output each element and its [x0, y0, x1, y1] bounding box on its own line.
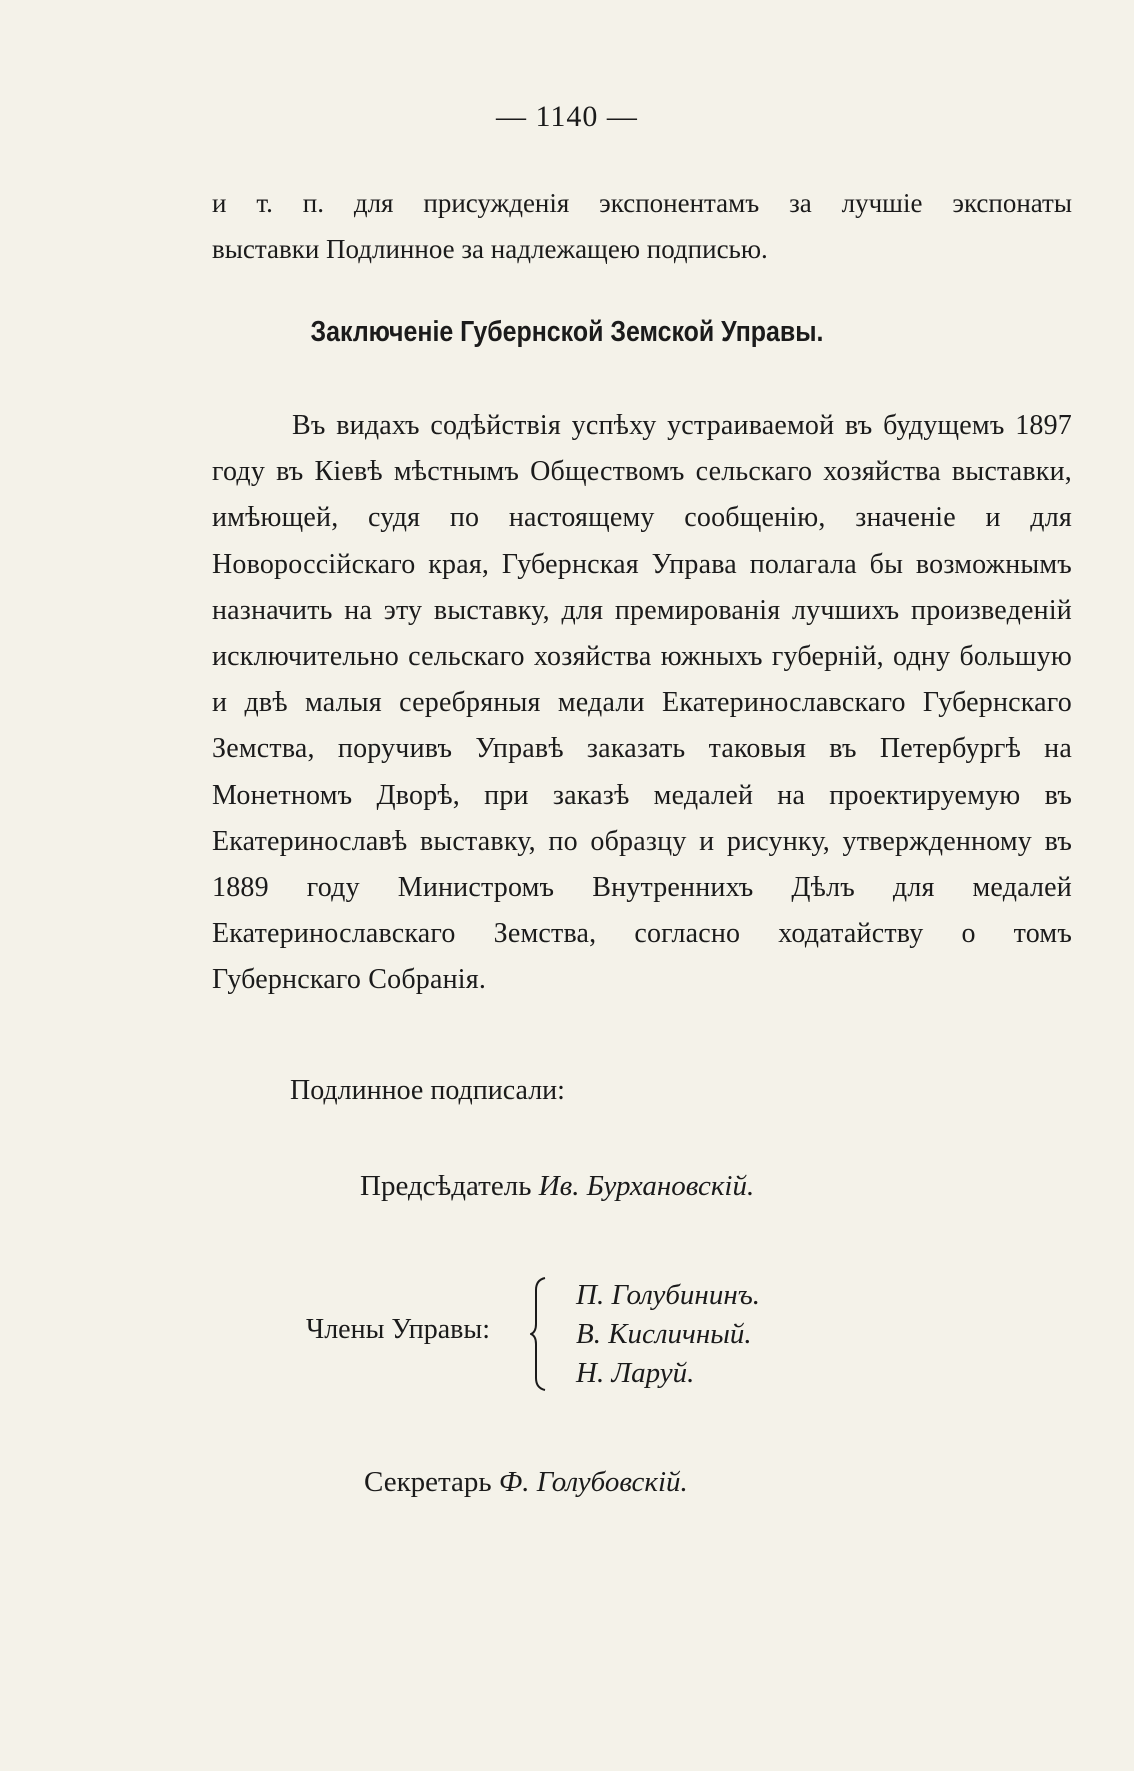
signed-by-label: Подлинное подписали: [290, 1075, 565, 1106]
chairman-name: Ив. Бурхановскій. [538, 1170, 755, 1202]
curly-brace-icon [530, 1276, 548, 1392]
page-number: — 1140 — [496, 100, 638, 133]
members-list [576, 1276, 760, 1393]
chairman-title: Предсѣдатель [360, 1170, 532, 1202]
member-name: В. Кисличный. [576, 1318, 752, 1350]
member-name: П. Голубининъ. [576, 1279, 761, 1311]
continuation-line-2: выставки Подлинное за надлежащею подписью. [212, 234, 768, 264]
secretary-title: Секретарь [364, 1466, 492, 1498]
continuation-line-1: и т. п. для присужденія экспонентамъ за лучшіе экспонаты [212, 188, 1072, 218]
secretary-signature [364, 1466, 688, 1499]
section-heading: Заключеніе Губернской Земской Управы. [310, 316, 824, 348]
secretary-name: Ф. Голубовскій. [498, 1466, 688, 1498]
body-paragraph: Въ видахъ содѣйствія успѣху устраиваемой въ будущемъ 1897 году въ Кіевѣ мѣстнымъ Обществомъ сельскаго хозяйства выставки, имѣющей, судя по настоящему сообщенію, значеніе и для Новороссійскаго края, Губернская Управа полагала бы возможнымъ назначить на эту выставку, для премированія лучшихъ произведеній исключительно сельскаго хозяйства южныхъ губерній, одну большую и двѣ малыя серебряныя медали Екатеринославскаго Губернскаго Земства, поручивъ Управѣ заказать таковыя въ Петербургѣ на Монетномъ Дворѣ, при заказѣ медалей на проектируемую въ Екатеринославѣ выставку, по образцу и рисунку, утвержденному въ 1889 году Министромъ Внутреннихъ Дѣлъ для медалей Екатеринославскаго Земства, согласно ходатайству о томъ Губернскаго Собранія. [212, 410, 1072, 996]
member-name: Н. Ларуй. [576, 1357, 695, 1389]
chairman-signature [360, 1170, 754, 1203]
members-label: Члены Управы: [306, 1314, 490, 1345]
